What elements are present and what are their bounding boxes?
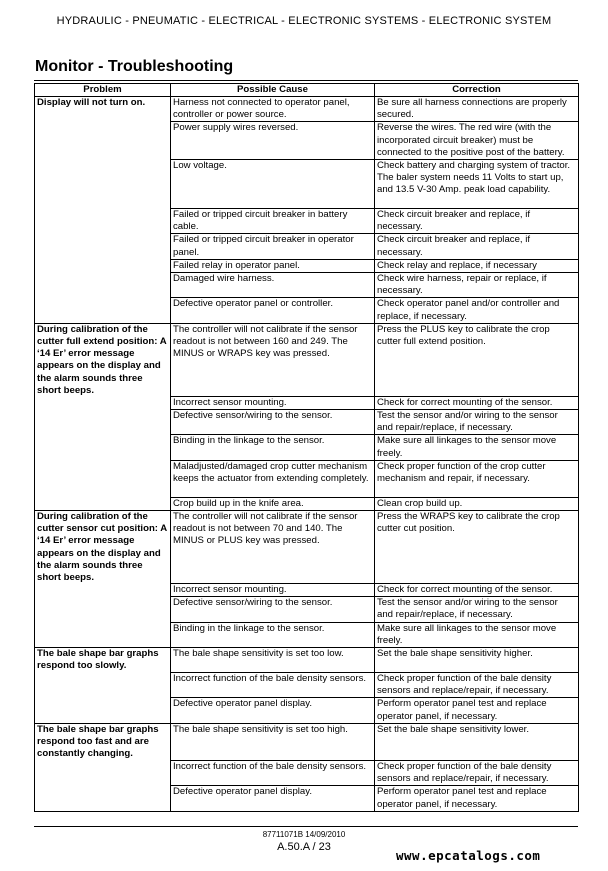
correction-cell: Make sure all linkages to the sensor move freely. [375,435,579,460]
column-header-problem: Problem [35,84,171,97]
correction-cell: Check relay and replace, if necessary [375,259,579,272]
correction-cell: Be sure all harness connections are properly secured. [375,97,579,122]
table-row [35,723,579,760]
cause-cell: Defective sensor/wiring to the sensor. [171,410,375,435]
cause-cell: Crop build up in the knife area. [171,497,375,510]
cause-cell: Incorrect sensor mounting. [171,396,375,409]
table-row [35,97,579,122]
troubleshooting-table [34,83,579,812]
cause-cell: Defective sensor/wiring to the sensor. [171,597,375,622]
problem-cell: Display will not turn on. [35,97,171,324]
correction-cell: Check for correct mounting of the sensor. [375,584,579,597]
cause-cell: Defective operator panel display. [171,698,375,723]
page-title: Monitor - Troubleshooting [35,58,234,75]
correction-cell: Check wire harness, repair or replace, if necessary. [375,273,579,298]
correction-cell: Check battery and charging system of tractor. The baler system needs 11 Volts to start up, and 13.5 V-30 Amp. peak load capability. [375,160,579,209]
table-body [35,97,579,812]
table-row [35,648,579,673]
watermark-url: www.epcatalogs.com [396,848,541,863]
footer-divider [34,826,578,827]
cause-cell: The bale shape sensitivity is set too low. [171,648,375,673]
correction-cell: Check for correct mounting of the sensor. [375,396,579,409]
cause-cell: The controller will not calibrate if the sensor readout is not between 160 and 249. The MINUS or WRAPS key was pressed. [171,323,375,396]
cause-cell: Binding in the linkage to the sensor. [171,435,375,460]
correction-cell: Check proper function of the bale density sensors and replace/repair, if necessary. [375,673,579,698]
footer-page-number: A.50.A / 23 [277,841,331,853]
problem-cell: During calibration of the cutter full extend position: A ‘14 Er’ error message appears on the display and the alarm sounds three short beeps. [35,323,171,510]
cause-cell: Low voltage. [171,160,375,209]
problem-cell: The bale shape bar graphs respond too slowly. [35,648,171,724]
cause-cell: Harness not connected to operator panel, controller or power source. [171,97,375,122]
table-row [35,511,579,584]
table-header-row [35,84,579,97]
correction-cell: Reverse the wires. The red wire (with the incorporated circuit breaker) must be connected to the positive post of the battery. [375,122,579,160]
correction-cell: Perform operator panel test and replace operator panel, if necessary. [375,698,579,723]
cause-cell: Failed relay in operator panel. [171,259,375,272]
correction-cell: Check proper function of the bale density sensors and replace/repair, if necessary. [375,760,579,785]
cause-cell: Defective operator panel display. [171,786,375,811]
title-divider [34,80,578,81]
footer-document-code: 87711071B 14/09/2010 [262,830,346,839]
correction-cell: Set the bale shape sensitivity higher. [375,648,579,673]
correction-cell: Check circuit breaker and replace, if necessary. [375,209,579,234]
correction-cell: Set the bale shape sensitivity lower. [375,723,579,760]
cause-cell: Binding in the linkage to the sensor. [171,622,375,647]
cause-cell: Power supply wires reversed. [171,122,375,160]
correction-cell: Press the WRAPS key to calibrate the crop cutter cut position. [375,511,579,584]
correction-cell: Perform operator panel test and replace operator panel, if necessary. [375,786,579,811]
problem-cell: During calibration of the cutter sensor cut position: A ‘14 Er’ error message appears on the display and the alarm sounds three short beeps. [35,511,171,648]
correction-cell: Check circuit breaker and replace, if necessary. [375,234,579,259]
cause-cell: Incorrect sensor mounting. [171,584,375,597]
correction-cell: Test the sensor and/or wiring to the sensor and repair/replace, if necessary. [375,410,579,435]
column-header-correction: Correction [375,84,579,97]
cause-cell: Failed or tripped circuit breaker in battery cable. [171,209,375,234]
cause-cell: Failed or tripped circuit breaker in operator panel. [171,234,375,259]
correction-cell: Make sure all linkages to the sensor move freely. [375,622,579,647]
cause-cell: Incorrect function of the bale density sensors. [171,673,375,698]
problem-cell: The bale shape bar graphs respond too fast and are constantly changing. [35,723,171,811]
column-header-possible-cause: Possible Cause [171,84,375,97]
correction-cell: Test the sensor and/or wiring to the sensor and repair/replace, if necessary. [375,597,579,622]
correction-cell: Check operator panel and/or controller and replace, if necessary. [375,298,579,323]
table-header [35,84,579,97]
correction-cell: Clean crop build up. [375,497,579,510]
cause-cell: The bale shape sensitivity is set too high. [171,723,375,760]
correction-cell: Check proper function of the crop cutter mechanism and repair, if necessary. [375,460,579,497]
cause-cell: Incorrect function of the bale density sensors. [171,760,375,785]
correction-cell: Press the PLUS key to calibrate the crop cutter full extend position. [375,323,579,396]
cause-cell: Maladjusted/damaged crop cutter mechanism keeps the actuator from extending completely. [171,460,375,497]
cause-cell: Defective operator panel or controller. [171,298,375,323]
running-header: HYDRAULIC - PNEUMATIC - ELECTRICAL - ELECTRONIC SYSTEMS - ELECTRONIC SYSTEM [56,15,552,27]
cause-cell: Damaged wire harness. [171,273,375,298]
table-row [35,323,579,396]
cause-cell: The controller will not calibrate if the sensor readout is not between 70 and 140. The MINUS or PLUS key was pressed. [171,511,375,584]
